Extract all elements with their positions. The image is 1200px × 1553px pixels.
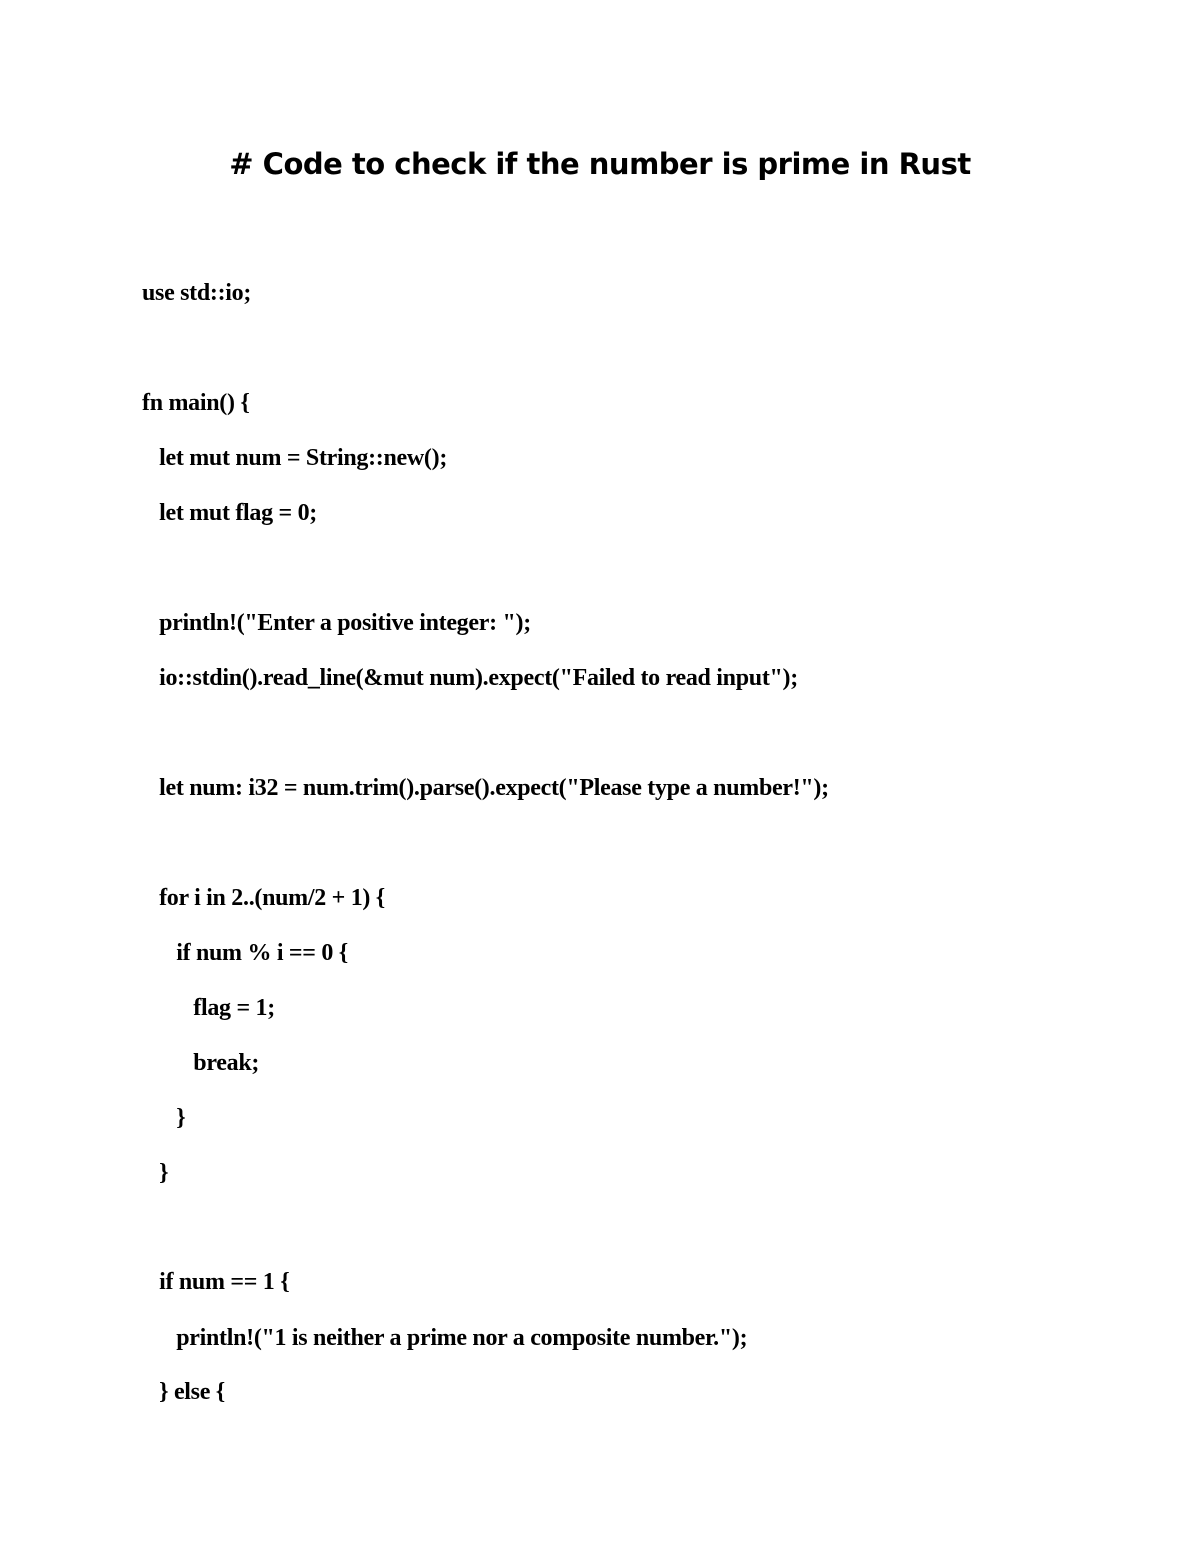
code-line-flag-set: flag = 1; [142,995,275,1021]
code-line-read-line: io::stdin().read_line(&mut num).expect("Failed to read input"); [142,665,798,691]
code-line-println-prompt: println!("Enter a positive integer: "); [142,610,531,636]
code-line-else: } else { [142,1379,225,1405]
code-line-if-mod: if num % i == 0 { [142,940,348,966]
code-line-close-for: } [142,1160,169,1186]
code-line-println-neither: println!("1 is neither a prime nor a composite number."); [142,1325,748,1351]
code-line-break: break; [142,1050,260,1076]
code-line-let-flag: let mut flag = 0; [142,500,317,526]
code-line-for-loop: for i in 2..(num/2 + 1) { [142,885,385,911]
document-title: # Code to check if the number is prime in Rust [229,147,971,181]
code-line-fn-main: fn main() { [142,390,250,416]
code-line-close-if: } [142,1105,186,1131]
code-line-if-one: if num == 1 { [142,1269,290,1295]
code-line-let-num: let mut num = String::new(); [142,445,448,471]
code-line-use: use std::io; [142,280,252,306]
code-line-parse: let num: i32 = num.trim().parse().expect("Please type a number!"); [142,775,829,801]
